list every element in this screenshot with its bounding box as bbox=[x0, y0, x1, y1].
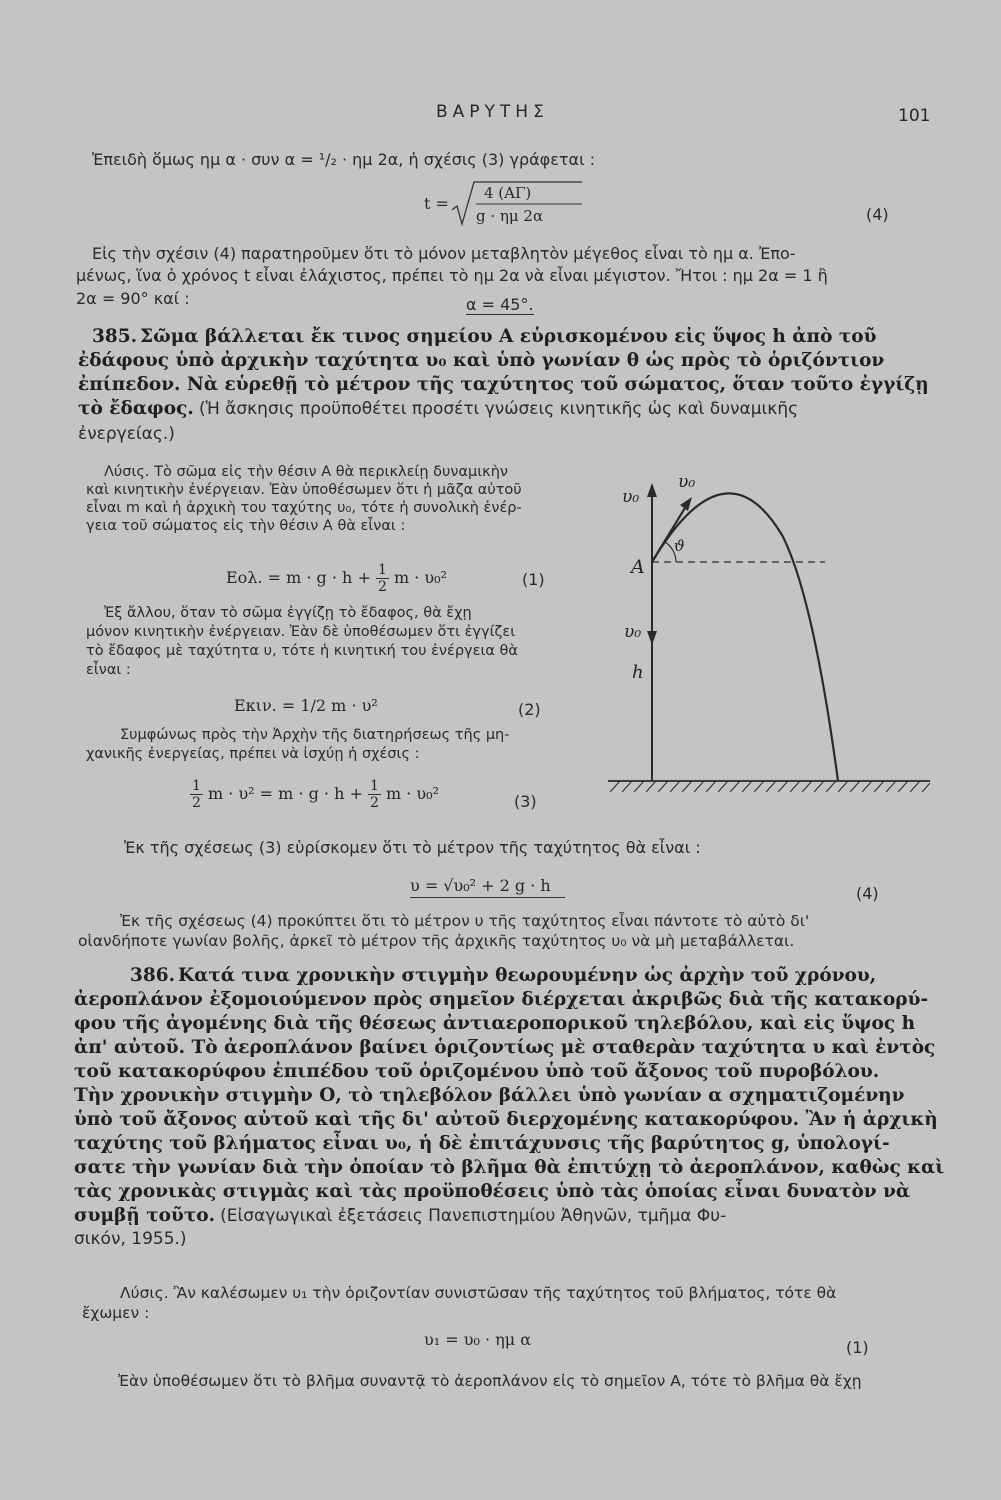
eq3-rhs: m · υ₀² bbox=[386, 784, 439, 803]
problem-line: Τὴν χρονικὴν στιγμὴν Ο, τὸ τηλεβόλον βάλλει ὑπὸ γωνίαν α σχηματιζομένην bbox=[74, 1085, 905, 1106]
solution-line: Λύσις. Ἂν καλέσωμεν υ₁ τὴν ὁριζοντίαν συνιστῶσαν τῆς ταχύτητος τοῦ βλήματος, τότε θὰ bbox=[120, 1284, 837, 1302]
problem-number: 385. bbox=[92, 326, 138, 347]
solution-line: Ἐξ ἄλλου, ὅταν τὸ σῶμα ἐγγίζῃ τὸ ἔδαφος, θὰ ἔχῃ bbox=[104, 605, 472, 621]
problem-last-line bbox=[74, 1205, 726, 1226]
problem-last-line bbox=[78, 398, 798, 419]
problem-line: ταχύτης τοῦ βλήματος εἶναι υ₀, ἡ δὲ ἐπιτάχυνσις τῆς βαρύτητος g, ὑπολογί- bbox=[74, 1133, 890, 1154]
problem-line: τὰς χρονικὰς στιγμὰς καὶ τὰς προϋποθέσεις ὑπὸ τὰς ὁποίας εἶναι δυνατὸν νὰ bbox=[74, 1181, 911, 1202]
problem-note: (Ἡ ἄσκησις προϋποθέτει προσέτι γνώσεις κινητικῆς ὡς καὶ δυναμικῆς bbox=[198, 399, 799, 419]
eq-t-numerator: 4 (ΑΓ) bbox=[484, 184, 532, 202]
equation-3 bbox=[190, 778, 439, 811]
problem-line: τοῦ κατακορύφου ἐπιπέδου τοῦ ὁριζομένου ὑπὸ τοῦ ἄξονος τοῦ πυροβόλου. bbox=[74, 1061, 880, 1082]
label-v0-down: υ₀ bbox=[624, 622, 642, 642]
problem-line: ἀεροπλάνον ἐξομοιούμενον πρὸς σημεῖον διέρχεται ἀκριβῶς διὰ τῆς κατακορύ- bbox=[74, 989, 929, 1010]
problem-bold: τὸ ἔδαφος. bbox=[78, 398, 194, 419]
solution-line: ἔχωμεν : bbox=[82, 1304, 150, 1322]
eq-v1-label: (1) bbox=[846, 1338, 869, 1357]
problem-line: φου τῆς ἀγομένης διὰ τῆς θέσεως ἀντιαεροπορικοῦ τηλεβόλου, καὶ εἰς ὕψος h bbox=[74, 1013, 916, 1034]
result-alpha: α = 45°. bbox=[466, 295, 534, 314]
text-line: 2α = 90° καί : bbox=[76, 289, 190, 308]
intro-line: Ἐπειδὴ ὅμως ημ α · συν α = ¹/₂ · ημ 2α, ἡ σχέσις (3) γράφεται : bbox=[92, 150, 595, 169]
problem-note-end: ἐνεργείας.) bbox=[78, 424, 175, 444]
eq-t-lhs: t = bbox=[424, 194, 449, 213]
problem-note: (Εἰσαγωγικαὶ ἐξετάσεις Πανεπιστημίου Ἀθηνῶν, τμῆμα Φυ- bbox=[220, 1206, 727, 1226]
problem-line: ἐπίπεδον. Νὰ εὑρεθῇ τὸ μέτρον τῆς ταχύτητος τοῦ σώματος, ὅταν τοῦτο ἐγγίζῃ bbox=[78, 374, 929, 395]
projectile-figure bbox=[600, 455, 940, 800]
solution-line: Ἐκ τῆς σχέσεως (4) προκύπτει ὅτι τὸ μέτρον υ τῆς ταχύτητος εἶναι πάντοτε τὸ αὐτὸ δι' bbox=[120, 912, 810, 930]
problem-line: Κατά τινα χρονικὴν στιγμὴν θεωρουμένην ὡς ἀρχὴν τοῦ χρόνου, bbox=[178, 965, 877, 986]
page-number: 101 bbox=[898, 106, 931, 126]
problem-line: ἀπ' αὐτοῦ. Τὸ ἀεροπλάνον βαίνει ὁριζοντίως μὲ σταθερὰν ταχύτητα υ καὶ ἐντὸς bbox=[74, 1037, 936, 1058]
eq1-fraction: $\frac{1}{2}$ bbox=[377, 562, 387, 595]
label-v0-left: υ₀ bbox=[622, 487, 640, 507]
ground-hatching bbox=[610, 781, 930, 792]
eq4-label: (4) bbox=[856, 884, 879, 903]
problem-line: ὑπὸ τοῦ ἄξονος αὐτοῦ καὶ τῆς δι' αὐτοῦ διερχομένης κατακορύφου. Ἂν ἡ ἀρχικὴ bbox=[74, 1109, 938, 1130]
solution-line: Συμφώνως πρὸς τὴν Ἀρχὴν τῆς διατηρήσεως τῆς μη- bbox=[120, 727, 510, 743]
eq3-fraction-right: $\frac{1}{2}$ bbox=[369, 778, 379, 811]
label-v0-top: υ₀ bbox=[678, 472, 696, 492]
problem-note-end: σικόν, 1955.) bbox=[74, 1229, 187, 1249]
eq2-label: (2) bbox=[518, 700, 541, 719]
problem-line: σατε τὴν γωνίαν διὰ τὴν ὁποίαν τὸ βλῆμα θὰ ἐπιτύχῃ τὸ ἀεροπλάνον, καθὼς καὶ bbox=[74, 1157, 945, 1178]
equation-1 bbox=[226, 562, 447, 595]
solution-line: τὸ ἔδαφος μὲ ταχύτητα υ, τότε ἡ κινητική του ἐνέργεια θὰ bbox=[86, 643, 518, 659]
label-theta: ϑ bbox=[674, 537, 685, 555]
eq3-label: (3) bbox=[514, 792, 537, 811]
solution-line: εἶναι m καὶ ἡ ἀρχικὴ του ταχύτης υ₀, τότε ἡ συνολικὴ ἐνέρ- bbox=[86, 500, 522, 516]
solution-line: καὶ κινητικὴν ἐνέργειαν. Ἐὰν ὑποθέσωμεν ὅτι ἡ μᾶζα αὐτοῦ bbox=[86, 482, 522, 498]
solution-line: γεια τοῦ σώματος εἰς τὴν θέσιν Α θὰ εἶναι : bbox=[86, 518, 406, 534]
problem-line: ἐδάφους ὑπὸ ἀρχικὴν ταχύτητα υ₀ καὶ ὑπὸ γωνίαν θ ὡς πρὸς τὸ ὁριζόντιον bbox=[78, 350, 885, 371]
down-arrowhead bbox=[647, 631, 657, 645]
eq3-fraction-left: $\frac{1}{2}$ bbox=[192, 778, 201, 811]
label-height-h: h bbox=[632, 662, 644, 683]
equation-4: υ = √υ₀² + 2 g · h bbox=[410, 876, 565, 898]
up-arrowhead bbox=[647, 483, 657, 497]
solution-line: Ἐκ τῆς σχέσεως (3) εὑρίσκομεν ὅτι τὸ μέτρον τῆς ταχύτητος θὰ εἶναι : bbox=[124, 838, 701, 857]
text-line: Εἰς τὴν σχέσιν (4) παρατηροῦμεν ὅτι τὸ μόνον μεταβλητὸν μέγεθος εἶναι τὸ ημ α. Ἐπο- bbox=[92, 244, 796, 263]
eq1-label: (1) bbox=[522, 570, 545, 589]
eq-t-denominator: g · ημ 2α bbox=[476, 207, 544, 225]
eq3-mid: m · υ² = m · g · h + bbox=[208, 784, 363, 803]
solution-line: χανικῆς ἐνεργείας, πρέπει νὰ ἰσχύῃ ἡ σχέσις : bbox=[86, 746, 420, 762]
eq1-lhs: Eολ. = m · g · h + bbox=[226, 568, 371, 587]
velocity-arrowhead bbox=[680, 497, 692, 511]
running-header: ΒΑΡΥΤΗΣ bbox=[436, 102, 549, 122]
equation-v1: υ₁ = υ₀ · ημ α bbox=[424, 1330, 531, 1349]
eq1-rhs: m · υ₀² bbox=[393, 568, 447, 587]
label-point-A: A bbox=[631, 556, 645, 578]
problem-line: Σῶμα βάλλεται ἔκ τινος σημείου Α εὑρισκομένου εἰς ὕψος h ἀπὸ τοῦ bbox=[140, 326, 877, 347]
solution-line: οἱανδήποτε γωνίαν βολῆς, ἀρκεῖ τὸ μέτρον τῆς ἀρχικῆς ταχύτητος υ₀ νὰ μὴ μεταβάλλεται. bbox=[78, 932, 795, 950]
solution-line: Λύσις. Τὸ σῶμα εἰς τὴν θέσιν Α θὰ περικλείῃ δυναμικὴν bbox=[104, 464, 509, 480]
eq-t-label: (4) bbox=[866, 205, 889, 224]
solution-line: εἶναι : bbox=[86, 662, 131, 678]
problem-bold: συμβῇ τοῦτο. bbox=[74, 1205, 216, 1226]
solution-line: Ἐὰν ὑποθέσωμεν ὅτι τὸ βλῆμα συναντᾷ τὸ ἀεροπλάνον εἰς τὸ σημεῖον Α, τότε τὸ βλῆμα θὰ ἔχῃ bbox=[118, 1372, 862, 1390]
equation-2: Eκιν. = 1/2 m · υ² bbox=[234, 696, 378, 715]
solution-line: μόνον κινητικὴν ἐνέργειαν. Ἐὰν δὲ ὑποθέσωμεν ὅτι ἐγγίζει bbox=[86, 624, 516, 640]
problem-number: 386. bbox=[130, 965, 176, 986]
text-line: μένως, ἵνα ὁ χρόνος t εἶναι ἐλάχιστος, πρέπει τὸ ημ 2α νὰ εἶναι μέγιστον. Ἤτοι : ημ 2α = 1 ἢ bbox=[76, 266, 828, 285]
